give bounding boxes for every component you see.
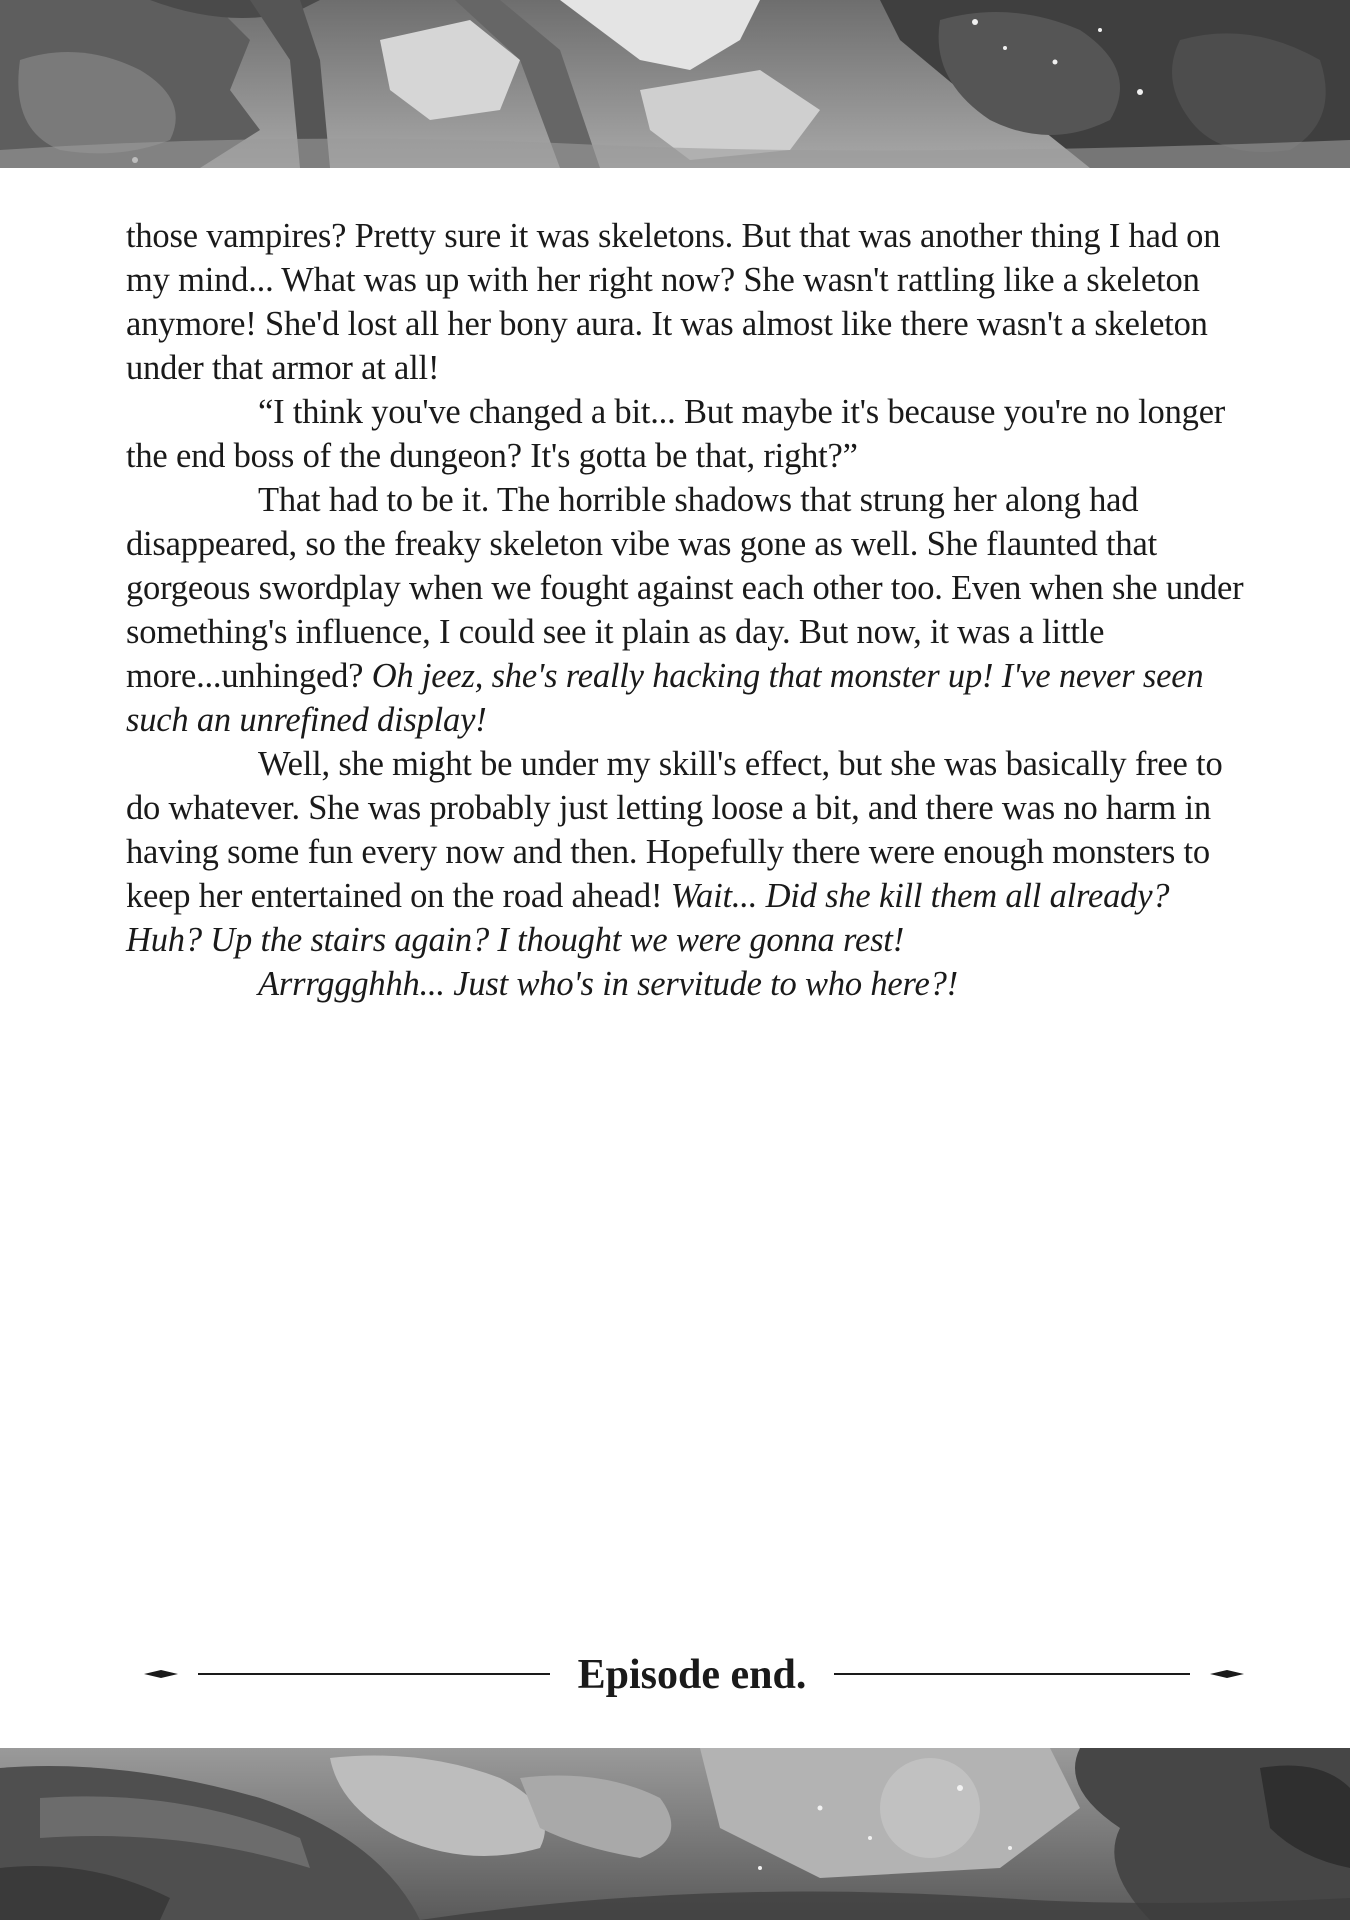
top-illustration-banner [0,0,1350,168]
paragraph-5 [126,962,1246,1006]
left-rule-line [198,1673,550,1675]
bottom-illustration-art [0,1748,1350,1920]
paragraph-3 [126,478,1246,742]
right-rule-line [834,1673,1190,1675]
paragraph-4 [126,742,1246,962]
paragraph-3-text: That had to be it. The horrible shadows that strung her along had disappeared, so the freaky skeleton vibe was gone as well. She flaunted that gorgeous swordplay when we fought against each other too. Even when she under something's influence, I could see it plain as day. But now, it was a little more...unhinged? [126,481,1244,695]
paragraph-2-text: “I think you've changed a bit... But maybe it's because you're no longer the end boss of the dungeon? It's gotta be that, right?” [126,393,1226,475]
paragraph-1 [126,214,1246,390]
paragraph-3-inner-thought: Oh jeez, she's really hacking that monster up! I've never seen such an unrefined display! [126,657,1204,739]
paragraph-1-text: those vampires? Pretty sure it was skeletons. But that was another thing I had on my mind... What was up with her right now? She wasn't rattling like a skeleton anymore! She'd lost all her bony aura. It was almost like there wasn't a skeleton under that armor at all! [126,217,1221,387]
paragraph-5-inner-thought: Arrrggghhh... Just who's in servitude to who here?! [258,965,958,1003]
right-diamond-ornament-icon [1210,1670,1244,1678]
paragraph-4-text: Well, she might be under my skill's effect, but she was basically free to do whatever. She was probably just letting loose a bit, and there was no harm in having some fun every now and then. Hopefully there were enough monsters to keep her entertained on the road ahead! [126,745,1223,915]
story-text [126,214,1246,1006]
episode-end-divider [0,1640,1350,1710]
top-illustration-art [0,0,1350,168]
paragraph-4-inner-thought: Wait... Did she kill them all already? Huh? Up the stairs again? I thought we were gonna rest! [126,877,1170,959]
paragraph-2-dialogue [126,390,1246,478]
episode-end-label: Episode end. [577,1652,807,1698]
bottom-illustration-banner [0,1748,1350,1920]
left-diamond-ornament-icon [144,1670,178,1678]
